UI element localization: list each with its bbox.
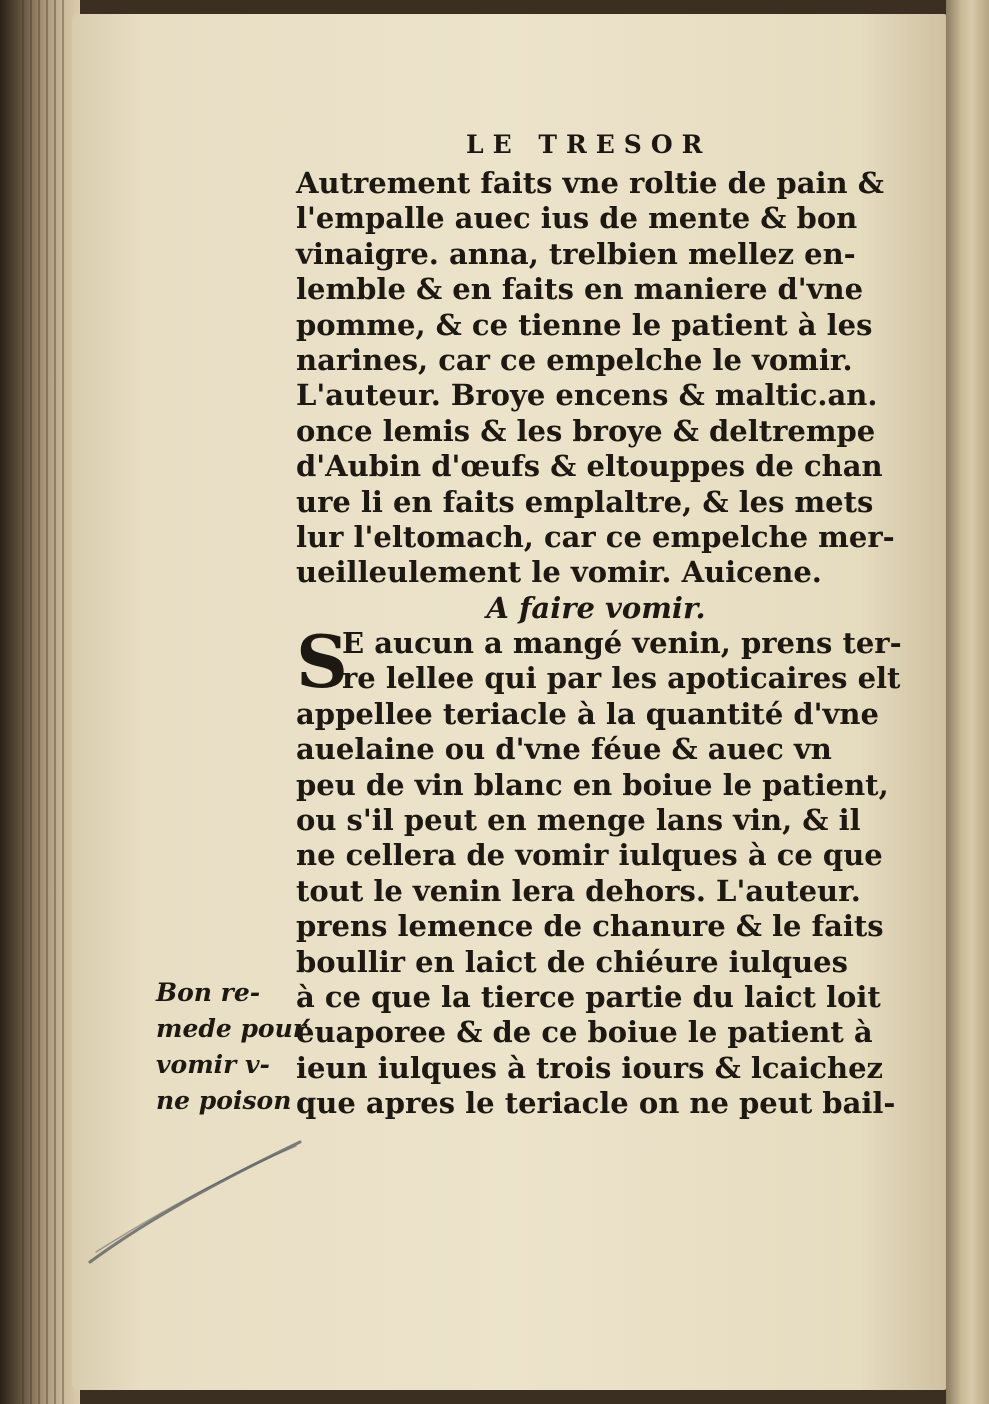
text-line: lemble & en faits en maniere d'vne <box>296 272 864 307</box>
text-line: once lemis & les broye & deltrempe <box>296 413 876 448</box>
running-head: LE TRESOR <box>466 130 712 159</box>
text-line: ueilleulement le vomir. Auicene. <box>296 555 822 590</box>
margin-note-line: mede pour <box>156 1014 306 1043</box>
text-line: à ce que la tierce partie du laict loit <box>296 979 881 1014</box>
text-line: ou s'il peut en menge lans vin, & il <box>296 803 861 838</box>
text-line: auelaine ou d'vne féue & auec vn <box>296 732 832 767</box>
text-line: tout le venin lera dehors. L'auteur. <box>296 873 861 908</box>
text-line: L'auteur. Broye encens & maltic.an. <box>296 378 878 413</box>
margin-note-line: Bon re- <box>156 978 261 1007</box>
text-line: ieun iulques à trois iours & lcaichez <box>296 1050 883 1085</box>
text-line: l'empalle auec ius de mente & bon <box>296 201 858 236</box>
book-edge-pages <box>0 0 80 1404</box>
text-line: E aucun a mangé venin, prens ter- <box>342 626 902 661</box>
section-title: A faire vomir. <box>486 590 706 625</box>
text-line: ure li en faits emplaltre, & les mets <box>296 484 874 519</box>
margin-note-line: ne poison <box>156 1086 292 1115</box>
text-line: Autrement faits vne roltie de pain & <box>296 166 884 200</box>
text-line: vinaigre. anna, trelbien mellez en- <box>296 236 856 271</box>
dropcap-letter: S <box>296 619 348 705</box>
text-line: peu de vin blanc en boiue le patient, <box>296 767 889 802</box>
book-gutter <box>946 0 989 1404</box>
text-line: appellee teriacle à la quantité d'vne <box>296 696 879 731</box>
text-line: lur l'eltomach, car ce empelche mer- <box>296 519 895 554</box>
text-line: prens lemence de chanure & le faits <box>296 909 884 944</box>
margin-note-line: vomir v- <box>156 1050 270 1079</box>
text-line: ne cellera de vomir iulques à ce que <box>296 838 883 873</box>
text-line: d'Aubin d'œufs & eltouppes de chan <box>296 449 883 484</box>
margin-note <box>156 975 306 1119</box>
text-line: boullir en laict de chiéure iulques <box>296 944 848 979</box>
text-line: re lellee qui par les apoticaires elt <box>342 661 901 696</box>
text-line: pomme, & ce tienne le patient à les <box>296 307 873 342</box>
text-line: que apres le teriacle on ne peut bail- <box>296 1086 896 1121</box>
dropcap-block <box>296 619 902 705</box>
text-line: éuaporee & de ce boiue le patient à <box>296 1015 873 1050</box>
text-line: narines, car ce empelche le vomir. <box>296 342 853 377</box>
main-text <box>296 166 902 1122</box>
